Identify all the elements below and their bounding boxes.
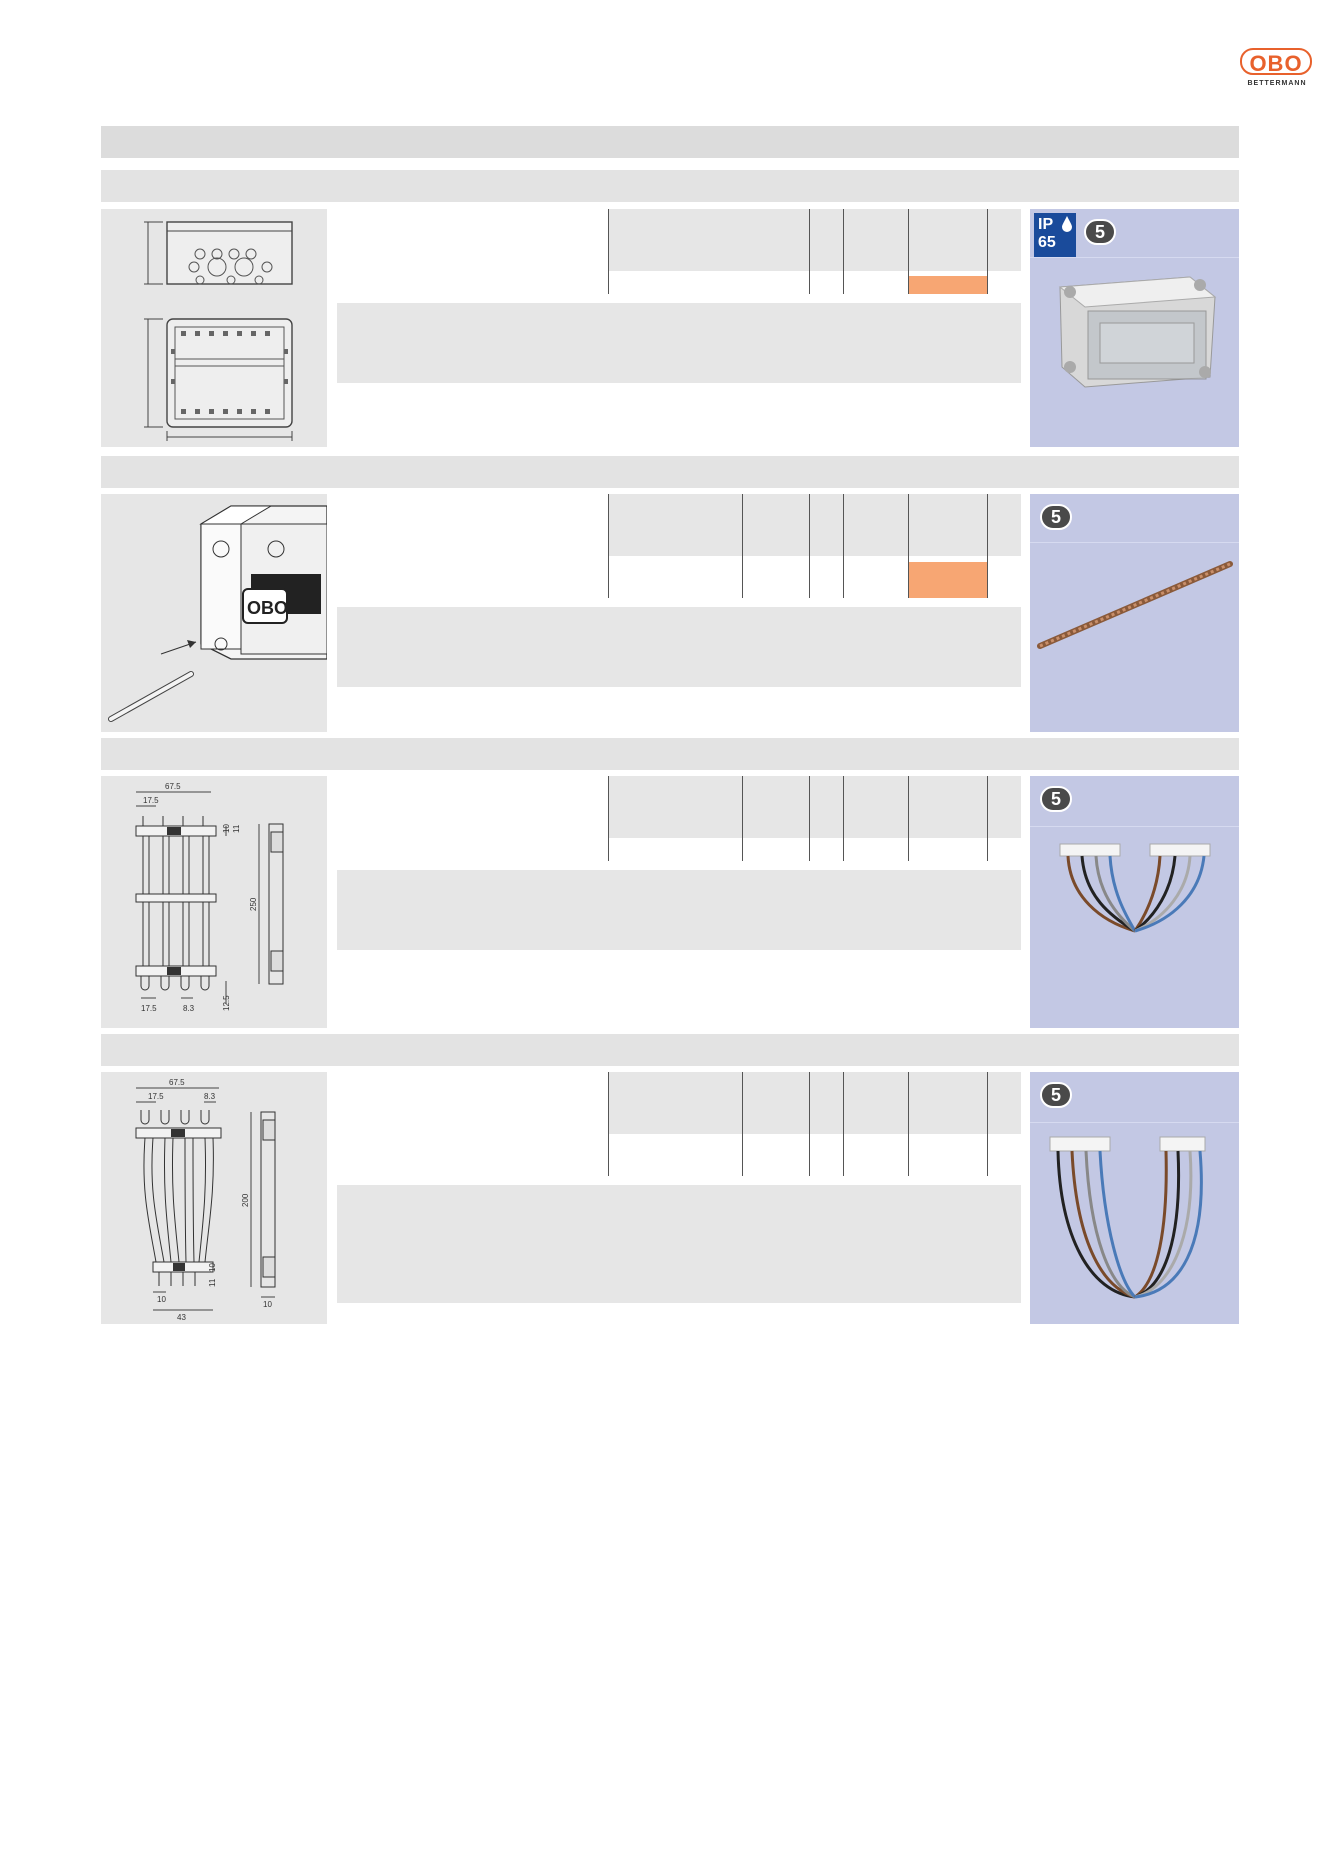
dimension-label: 8.3 [183,1004,195,1013]
table-divider [987,209,988,294]
table-divider [908,776,909,861]
wire-harness-image [1040,1127,1230,1317]
wire-harness-photo-2 [1030,1072,1239,1324]
table-divider [843,494,844,598]
section-header-bar [101,1034,1239,1066]
class-badge: 5 [1040,1082,1072,1108]
table-divider [608,1072,609,1176]
copper-bar-image [1034,554,1234,664]
dimension-label: 43 [177,1313,186,1322]
description-box [337,607,1021,687]
surge-module-drawing [101,494,327,732]
highlight-cell [909,562,987,598]
spec-table-header [609,776,1021,838]
logo-mark: OBO [1240,48,1312,75]
dimension-label: 67.5 [169,1078,185,1087]
table-divider [742,494,743,598]
enclosure-drawing [101,209,327,447]
class-badge: 5 [1084,219,1116,245]
dimension-label: 17.5 [148,1092,164,1101]
table-divider [843,209,844,294]
wire-harness-drawing-2 [101,1072,327,1324]
section-header-bar [101,738,1239,770]
obo-logo [1240,48,1314,92]
table-divider [809,494,810,598]
table-divider [742,776,743,861]
table-divider [608,209,609,294]
dimension-label: 10 [157,1295,166,1304]
dimension-label: 12.5 [222,995,231,1011]
table-divider [608,776,609,861]
dimension-label: 250 [249,897,258,911]
logo-subtext: BETTERMANN [1247,80,1307,87]
dimension-label: 11 [208,1278,217,1287]
table-divider [809,776,810,861]
dimension-label: 8.3 [204,1092,216,1101]
copper-bar-photo [1030,494,1239,732]
spec-table-header [609,494,1021,556]
highlight-cell [909,276,987,294]
class-badge: 5 [1040,504,1072,530]
description-box [337,303,1021,383]
table-divider [809,209,810,294]
table-divider [987,776,988,861]
water-drop-icon [1060,215,1074,233]
wire-harness-drawing [101,776,327,1028]
dimension-label: 11 [232,824,241,833]
table-divider [908,1072,909,1176]
enclosure-photo [1030,209,1239,447]
table-divider [987,494,988,598]
table-divider [742,1072,743,1176]
dimension-label: 67.5 [165,782,181,791]
spec-table-header [609,209,1021,271]
page-header-bar [101,126,1239,158]
spec-table-header [609,1072,1021,1134]
ip-value: 65 [1038,234,1056,251]
dimension-label: 10 [208,1263,217,1272]
wire-harness-photo [1030,776,1239,1028]
dimension-label: 10 [222,824,231,833]
svg-text:OBO: OBO [247,598,289,618]
class-badge: 5 [1040,786,1072,812]
ip-label: IP [1038,216,1054,233]
dimension-label: 200 [241,1193,250,1207]
description-box [337,870,1021,950]
enclosure-image [1050,267,1220,392]
table-divider [809,1072,810,1176]
dimension-label: 10 [263,1300,272,1309]
dimension-label: 17.5 [141,1004,157,1013]
wire-harness-image [1040,836,1230,946]
table-divider [843,776,844,861]
table-divider [987,1072,988,1176]
table-divider [843,1072,844,1176]
section-header-bar [101,456,1239,488]
section-header-bar [101,170,1239,202]
dimension-label: 17.5 [143,796,159,805]
description-box [337,1185,1021,1303]
table-divider [608,494,609,598]
